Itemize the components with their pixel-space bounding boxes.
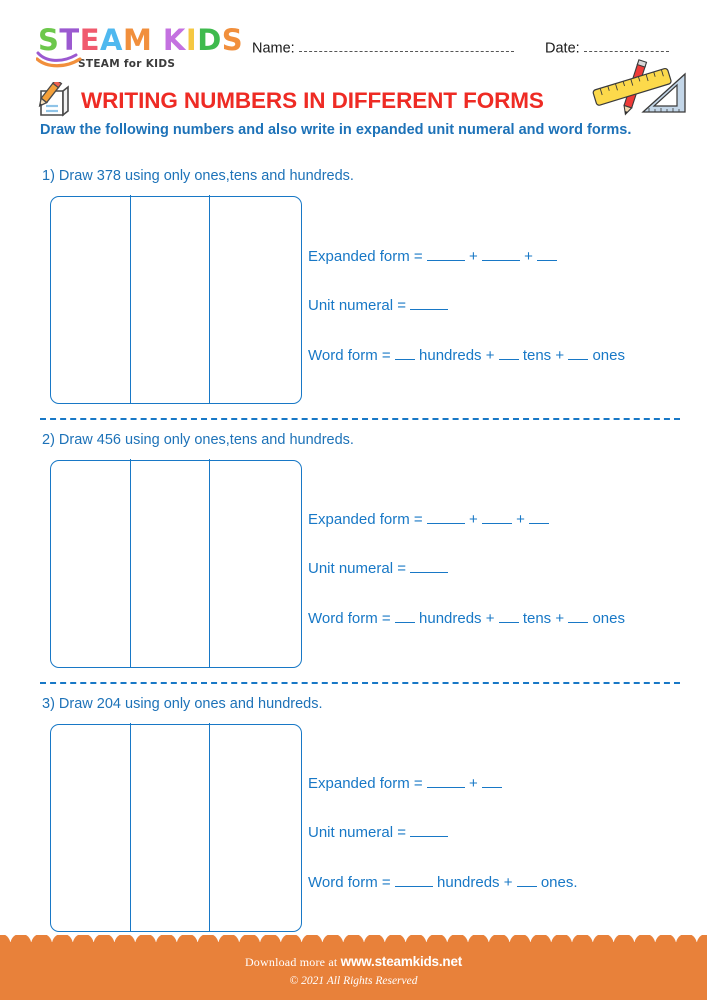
logo-letter-0: S — [38, 23, 60, 57]
logo-letter-3: A — [100, 23, 123, 57]
static-text: Word form = — [308, 609, 395, 627]
word-form-blank-2[interactable] — [517, 874, 537, 887]
section-separator-2 — [40, 682, 680, 684]
box-divider-1 — [130, 459, 131, 667]
static-text: ones. — [536, 873, 578, 891]
word-form-blank-3[interactable] — [568, 610, 588, 623]
expanded-blank-3[interactable] — [537, 248, 557, 261]
steam-kids-logo — [38, 23, 244, 70]
static-text: ones — [588, 346, 625, 364]
word-form-blank-2[interactable] — [499, 610, 519, 623]
name-input-line[interactable] — [299, 40, 514, 52]
word-form-blank-3[interactable] — [568, 347, 588, 360]
footer-url[interactable]: www.steamkids.net — [340, 954, 463, 969]
logo-letter-5 — [152, 26, 163, 55]
date-label: Date: — [545, 40, 580, 57]
page-title-row — [32, 82, 544, 120]
expanded-blank-2[interactable] — [482, 511, 512, 524]
logo-letter-4: M — [122, 23, 153, 57]
static-text: ones — [588, 609, 625, 627]
logo-letter-1: T — [59, 23, 80, 57]
expanded-form-line-1 — [308, 248, 557, 264]
word-form-blank-2[interactable] — [499, 347, 519, 360]
ruler-pencil-triangle-icon — [587, 58, 697, 120]
static-text: Expanded form = — [308, 774, 427, 792]
footer-download-line — [0, 954, 707, 970]
box-divider-1 — [130, 723, 131, 931]
box-divider-2 — [209, 459, 210, 667]
static-text: tens + — [518, 346, 569, 364]
date-input-line[interactable] — [584, 40, 669, 52]
unit-numeral-line-1 — [308, 297, 448, 313]
unit-numeral-line-2 — [308, 560, 448, 576]
drawing-box-1[interactable] — [50, 196, 302, 404]
word-form-line-1 — [308, 347, 625, 363]
static-text: tens + — [518, 609, 569, 627]
logo-letter-7: I — [185, 23, 198, 57]
static-text: + — [519, 247, 538, 265]
instruction-text: Draw the following numbers and also write in expanded unit numeral and word forms. — [40, 122, 632, 138]
logo-letter-2: E — [79, 23, 100, 57]
logo-letter-8: D — [197, 23, 222, 57]
answers-1 — [308, 248, 688, 368]
static-text: Unit numeral = — [308, 296, 411, 314]
page-header — [0, 0, 707, 70]
static-text: + — [511, 510, 530, 528]
footer-copyright: © 2021 All Rights Reserved — [289, 975, 418, 987]
word-form-blank-1[interactable] — [395, 874, 433, 887]
question-text-2: 2) Draw 456 using only ones,tens and hundreds. — [42, 432, 354, 448]
word-form-blank-1[interactable] — [395, 610, 415, 623]
unit-numeral-line-3 — [308, 824, 448, 840]
word-form-blank-1[interactable] — [395, 347, 415, 360]
static-text: + — [464, 247, 482, 265]
name-field[interactable] — [252, 40, 514, 56]
box-divider-1 — [130, 195, 131, 403]
footer-download-text: Download more at — [244, 955, 341, 969]
expanded-form-line-3 — [308, 775, 502, 791]
logo-swoosh-icon — [36, 48, 82, 68]
static-text: Expanded form = — [308, 510, 427, 528]
word-form-line-3 — [308, 874, 578, 890]
expanded-blank-1[interactable] — [427, 248, 465, 261]
answers-2 — [308, 511, 688, 631]
section-separator-1 — [40, 418, 680, 420]
expanded-blank-1[interactable] — [427, 775, 465, 788]
notepad-pencil-icon — [32, 82, 72, 120]
static-text: Word form = — [308, 873, 395, 891]
static-text: Unit numeral = — [308, 559, 411, 577]
unit-numeral-blank[interactable] — [410, 560, 448, 573]
static-text: hundreds + — [414, 609, 499, 627]
expanded-blank-3[interactable] — [529, 511, 549, 524]
page-footer — [0, 944, 707, 1000]
question-text-3: 3) Draw 204 using only ones and hundreds. — [42, 696, 323, 712]
name-label: Name: — [252, 40, 295, 57]
logo-letter-6: K — [162, 23, 186, 57]
footer-content — [0, 954, 707, 987]
question-text-1: 1) Draw 378 using only ones,tens and hundreds. — [42, 168, 354, 184]
word-form-line-2 — [308, 610, 625, 626]
static-text: Expanded form = — [308, 247, 427, 265]
static-text: + — [464, 774, 482, 792]
scallop-edge-decoration — [0, 935, 707, 946]
drawing-box-2[interactable] — [50, 460, 302, 668]
static-text: + — [464, 510, 482, 528]
static-text: Unit numeral = — [308, 823, 411, 841]
static-text: hundreds + — [414, 346, 499, 364]
expanded-blank-2[interactable] — [482, 775, 502, 788]
static-text: hundreds + — [432, 873, 517, 891]
unit-numeral-blank[interactable] — [410, 297, 448, 310]
unit-numeral-blank[interactable] — [410, 824, 448, 837]
box-divider-2 — [209, 195, 210, 403]
logo-letter-9: S — [221, 23, 244, 57]
expanded-blank-2[interactable] — [482, 248, 520, 261]
answers-3 — [308, 775, 688, 895]
box-divider-2 — [209, 723, 210, 931]
date-field[interactable] — [545, 40, 669, 56]
drawing-box-3[interactable] — [50, 724, 302, 932]
page-title: WRITING NUMBERS IN DIFFERENT FORMS — [81, 88, 544, 113]
expanded-form-line-2 — [308, 511, 549, 527]
logo-tagline: STEAM for KIDS — [78, 58, 176, 70]
static-text: Word form = — [308, 346, 395, 364]
expanded-blank-1[interactable] — [427, 511, 465, 524]
